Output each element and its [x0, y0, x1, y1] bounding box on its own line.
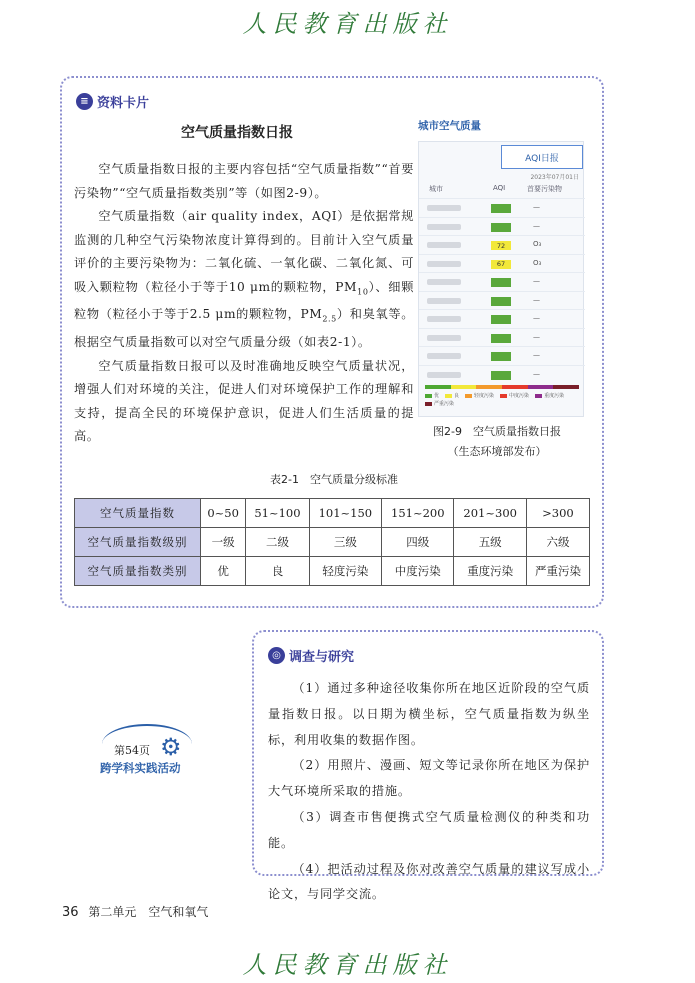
info-card-title: 空气质量指数日报 [181, 125, 293, 141]
aqi-figure [418, 118, 584, 418]
aqi-date: 2023年07月01日 [530, 174, 579, 181]
legend-label: 重度污染 [544, 393, 565, 399]
legend-label: 中度污染 [509, 393, 530, 399]
aqi-row [419, 217, 585, 236]
research-card-label [268, 646, 354, 665]
aqi-city-name-blurred [427, 316, 461, 322]
footer-chapter: 第二单元 空气和氧气 [88, 905, 209, 919]
aqi-city-name-blurred [427, 261, 461, 267]
aqi-row [419, 346, 585, 365]
aqi-pollutant: — [533, 295, 540, 304]
card-icon: ≡ [76, 93, 93, 110]
table-cell: 良 [246, 557, 309, 586]
legend-item [445, 392, 459, 399]
gear-icon: ⚙ [160, 733, 182, 761]
aqi-city-name-blurred [427, 335, 461, 341]
aqi-value [491, 278, 511, 287]
activity-page-ref: 第54页 [114, 744, 150, 757]
aqi-figure-heading: 城市空气质量 [418, 120, 481, 132]
legend-item [500, 392, 529, 399]
legend-item [425, 392, 439, 399]
aqi-row [419, 254, 585, 273]
aqi-row [419, 198, 585, 217]
aqi-col-pollutant: 首要污染物 [527, 185, 562, 193]
legend-item [535, 392, 564, 399]
aqi-value [491, 204, 511, 213]
aqi-col-aqi: AQI [493, 184, 506, 192]
page-footer [62, 903, 208, 920]
legend-swatch [425, 402, 432, 406]
aqi-city-name-blurred [427, 224, 461, 230]
research-card-label-text: 调查与研究 [289, 650, 355, 665]
aqi-city-name-blurred [427, 353, 461, 359]
legend-swatch [535, 394, 542, 398]
table-row [75, 499, 590, 528]
aqi-pollutant: — [533, 369, 540, 378]
legend-swatch [445, 394, 452, 398]
legend-item [465, 392, 494, 399]
legend-swatch [500, 394, 507, 398]
info-card-body [74, 158, 414, 449]
table-cell: 201~300 [454, 499, 526, 528]
aqi-value [491, 297, 511, 306]
paragraph-3: 空气质量指数日报可以及时准确地反映空气质量状况，增强人们对环境的关注，促进人们对环境保护工作的理解和支持，提高全民的环境保护意识，促进人们生活质量的提高。 [74, 358, 414, 444]
aqi-pollutant: — [533, 332, 540, 341]
aqi-scale-segment [425, 385, 451, 389]
research-card [252, 630, 604, 902]
aqi-city-name-blurred [427, 242, 461, 248]
aqi-pollutant: — [533, 221, 540, 230]
aqi-city-name-blurred [427, 205, 461, 211]
table-cell: >300 [526, 499, 589, 528]
table-cell: 一级 [201, 528, 246, 557]
figure-caption-source: （生态环境部发布） [447, 445, 547, 458]
table-row [75, 557, 590, 586]
research-item-2: （2）用照片、漫画、短文等记录你所在地区为保护大气环境所采取的措施。 [268, 758, 590, 799]
aqi-row [419, 291, 585, 310]
aqi-value [491, 315, 511, 324]
aqi-scale-segment [528, 385, 554, 389]
publisher-logo-top: 人民教育出版社 [242, 10, 453, 38]
table-cell: 严重污染 [526, 557, 589, 586]
aqi-standard-table [74, 498, 590, 586]
aqi-scale-segment [451, 385, 477, 389]
legend-swatch [465, 394, 472, 398]
research-item-4: （4）把活动过程及你对改善空气质量的建议写成小论文，与同学交流。 [268, 861, 590, 902]
aqi-legend [425, 392, 581, 407]
aqi-row [419, 235, 585, 254]
table-row-header: 空气质量指数类别 [75, 557, 201, 586]
target-icon: ◎ [268, 647, 285, 664]
aqi-color-scale [425, 385, 579, 389]
legend-label: 优 [434, 393, 440, 399]
legend-swatch [425, 394, 432, 398]
aqi-value [491, 334, 511, 343]
table-row [75, 528, 590, 557]
table-cell: 0~50 [201, 499, 246, 528]
aqi-value [491, 352, 511, 361]
aqi-pollutant: O₃ [533, 258, 542, 267]
research-item-1: （1）通过多种途径收集你所在地区近阶段的空气质量指数日报。以日期为横坐标，空气质量指数为纵坐标，利用收集的数据作图。 [268, 681, 590, 747]
paragraph-2-part-c: ）和臭氧等。根据空气质量指数可以对空气质量分级（如表2-1）。 [74, 307, 414, 350]
aqi-value: 72 [491, 241, 511, 250]
table-cell: 51~100 [246, 499, 309, 528]
legend-label: 良 [454, 393, 460, 399]
research-item-3: （3）调查市售便携式空气质量检测仪的种类和功能。 [268, 809, 590, 850]
aqi-pollutant: — [533, 203, 540, 211]
aqi-city-name-blurred [427, 279, 461, 285]
aqi-daily-tab: AQI日报 [501, 145, 583, 169]
table-cell: 轻度污染 [309, 557, 381, 586]
aqi-scale-segment [476, 385, 502, 389]
info-card [60, 76, 604, 608]
table-cell: 三级 [309, 528, 381, 557]
aqi-city-name-blurred [427, 298, 461, 304]
table-cell: 151~200 [382, 499, 454, 528]
research-card-body [268, 676, 590, 908]
aqi-col-city: 城市 [429, 185, 443, 193]
aqi-panel [418, 141, 584, 417]
paragraph-1: 空气质量指数日报的主要内容包括“空气质量指数”“首要污染物”“空气质量指数类别”等（如图2-9）。 [74, 162, 414, 200]
activity-link [96, 718, 236, 788]
legend-item [425, 400, 454, 407]
aqi-row [419, 328, 585, 347]
aqi-value: 67 [491, 260, 511, 269]
aqi-pollutant: — [533, 314, 540, 322]
table-cell: 中度污染 [382, 557, 454, 586]
table-cell: 101~150 [309, 499, 381, 528]
table-cell: 五级 [454, 528, 526, 557]
paragraph-2-part-a: 空气质量指数（air quality index，AQI）是依据常规监测的几种空气污染物浓度计算得到的。目前计入空气质量评价的主要污染物为：二氧化硫、一氧化碳、二氧化氮、可吸入颗粒物（粒径小于等于10 μm的颗粒物，PM [74, 209, 414, 294]
aqi-row [419, 272, 585, 291]
page-number: 36 [62, 905, 79, 920]
table-cell: 六级 [526, 528, 589, 557]
aqi-scale-segment [502, 385, 528, 389]
publisher-logo-bottom: 人民教育出版社 [242, 951, 453, 979]
aqi-pollutant: — [533, 277, 540, 285]
aqi-value [491, 223, 511, 232]
aqi-value [491, 371, 511, 380]
aqi-row [419, 309, 585, 328]
aqi-table-header [419, 182, 585, 196]
info-card-label [76, 92, 149, 111]
table-cell: 优 [201, 557, 246, 586]
info-card-label-text: 资料卡片 [97, 96, 150, 111]
activity-label: 跨学科实践活动 [100, 761, 181, 775]
legend-label: 轻度污染 [474, 393, 495, 399]
paragraph-2 [74, 205, 414, 355]
aqi-city-name-blurred [427, 372, 461, 378]
figure-caption [412, 422, 582, 462]
table-cell: 二级 [246, 528, 309, 557]
aqi-pollutant: — [533, 351, 540, 359]
pm25-subscript: 2.5 [322, 314, 337, 324]
aqi-pollutant: O₃ [533, 240, 542, 248]
table-cell: 重度污染 [454, 557, 526, 586]
table-caption: 表2-1 空气质量分级标准 [270, 473, 398, 486]
figure-caption-title: 图2-9 空气质量指数日报 [433, 425, 561, 438]
table-cell: 四级 [382, 528, 454, 557]
paragraph-2-part-b: ）、细颗粒物（粒径小于等于2.5 μm的颗粒物，PM [74, 279, 414, 322]
aqi-row [419, 365, 585, 384]
legend-label: 严重污染 [434, 401, 455, 407]
table-row-header: 空气质量指数级别 [75, 528, 201, 557]
pm10-subscript: 10 [357, 286, 369, 296]
aqi-scale-segment [553, 385, 579, 389]
table-row-header: 空气质量指数 [75, 499, 201, 528]
